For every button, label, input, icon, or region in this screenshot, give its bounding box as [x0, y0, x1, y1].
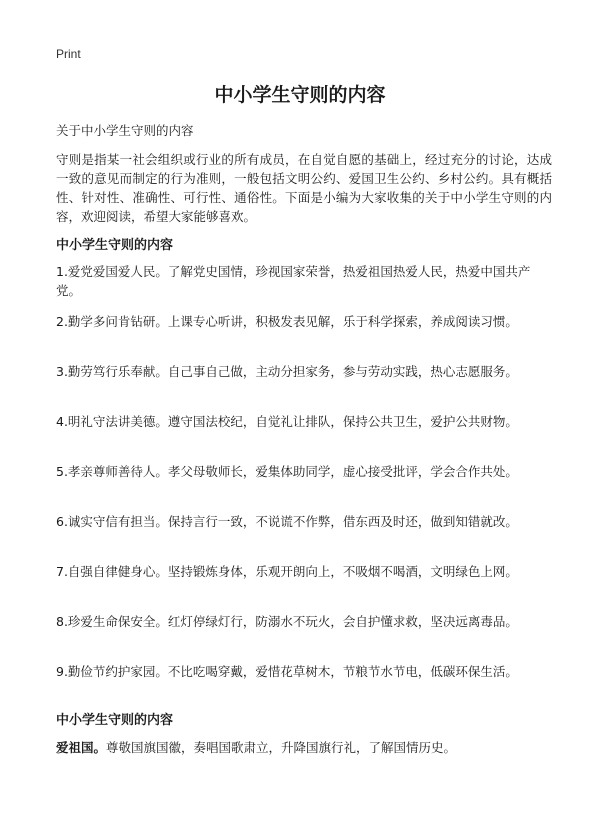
rules-list — [56, 262, 546, 712]
print-label: Print — [56, 47, 81, 61]
intro-paragraph: 守则是指某一社会组织或行业的所有成员，在自觉自愿的基础上，经过充分的讨论，达成一致的意见而制定的行为准则，一般包括文明公约、爱国卫生公约、乡村公约。具有概括性、针对性、准确性、可行性、通俗性。下面是小编为大家收集的关于中小学生守则的内容，欢迎阅读，希望大家能够喜欢。 — [56, 152, 552, 224]
section-heading: 中小学生守则的内容 — [56, 238, 174, 253]
rule-item: 3.勤劳笃行乐奉献。自己事自己做，主动分担家务，参与劳动实践，热心志愿服务。 — [56, 364, 518, 379]
closing-bold: 爱祖国。 — [56, 740, 107, 755]
rule-item: 4.明礼守法讲美德。遵守国法校纪，自觉礼让排队，保持公共卫生，爱护公共财物。 — [56, 414, 518, 429]
rule-item: 1.爱党爱国爱人民。了解党史国情，珍视国家荣誉，热爱祖国热爱人民，热爱中国共产党。 — [56, 264, 531, 298]
subtitle: 关于中小学生守则的内容 — [56, 123, 194, 138]
rule-item: 7.自强自律健身心。坚持锻炼身体，乐观开朗向上，不吸烟不喝酒，文明绿色上网。 — [56, 564, 518, 579]
closing-text: 尊敬国旗国徽，奏唱国歌肃立，升降国旗行礼，了解国情历史。 — [106, 740, 457, 755]
rule-item: 5.孝亲尊师善待人。孝父母敬师长，爱集体助同学，虚心接受批评，学会合作共处。 — [56, 464, 518, 479]
rule-item: 8.珍爱生命保安全。红灯停绿灯行，防溺水不玩火，会自护懂求救，坚决远离毒品。 — [56, 614, 518, 629]
page-title: 中小学生守则的内容 — [214, 84, 386, 106]
section-heading: 中小学生守则的内容 — [56, 713, 174, 728]
closing-paragraph — [56, 738, 456, 756]
rule-item: 2.勤学多问肯钻研。上课专心听讲，积极发表见解，乐于科学探索，养成阅读习惯。 — [56, 314, 518, 329]
rule-item: 6.诚实守信有担当。保持言行一致，不说谎不作弊，借东西及时还，做到知错就改。 — [56, 514, 518, 529]
rule-item: 9.勤俭节约护家园。不比吃喝穿戴，爱惜花草树木，节粮节水节电，低碳环保生活。 — [56, 664, 518, 679]
